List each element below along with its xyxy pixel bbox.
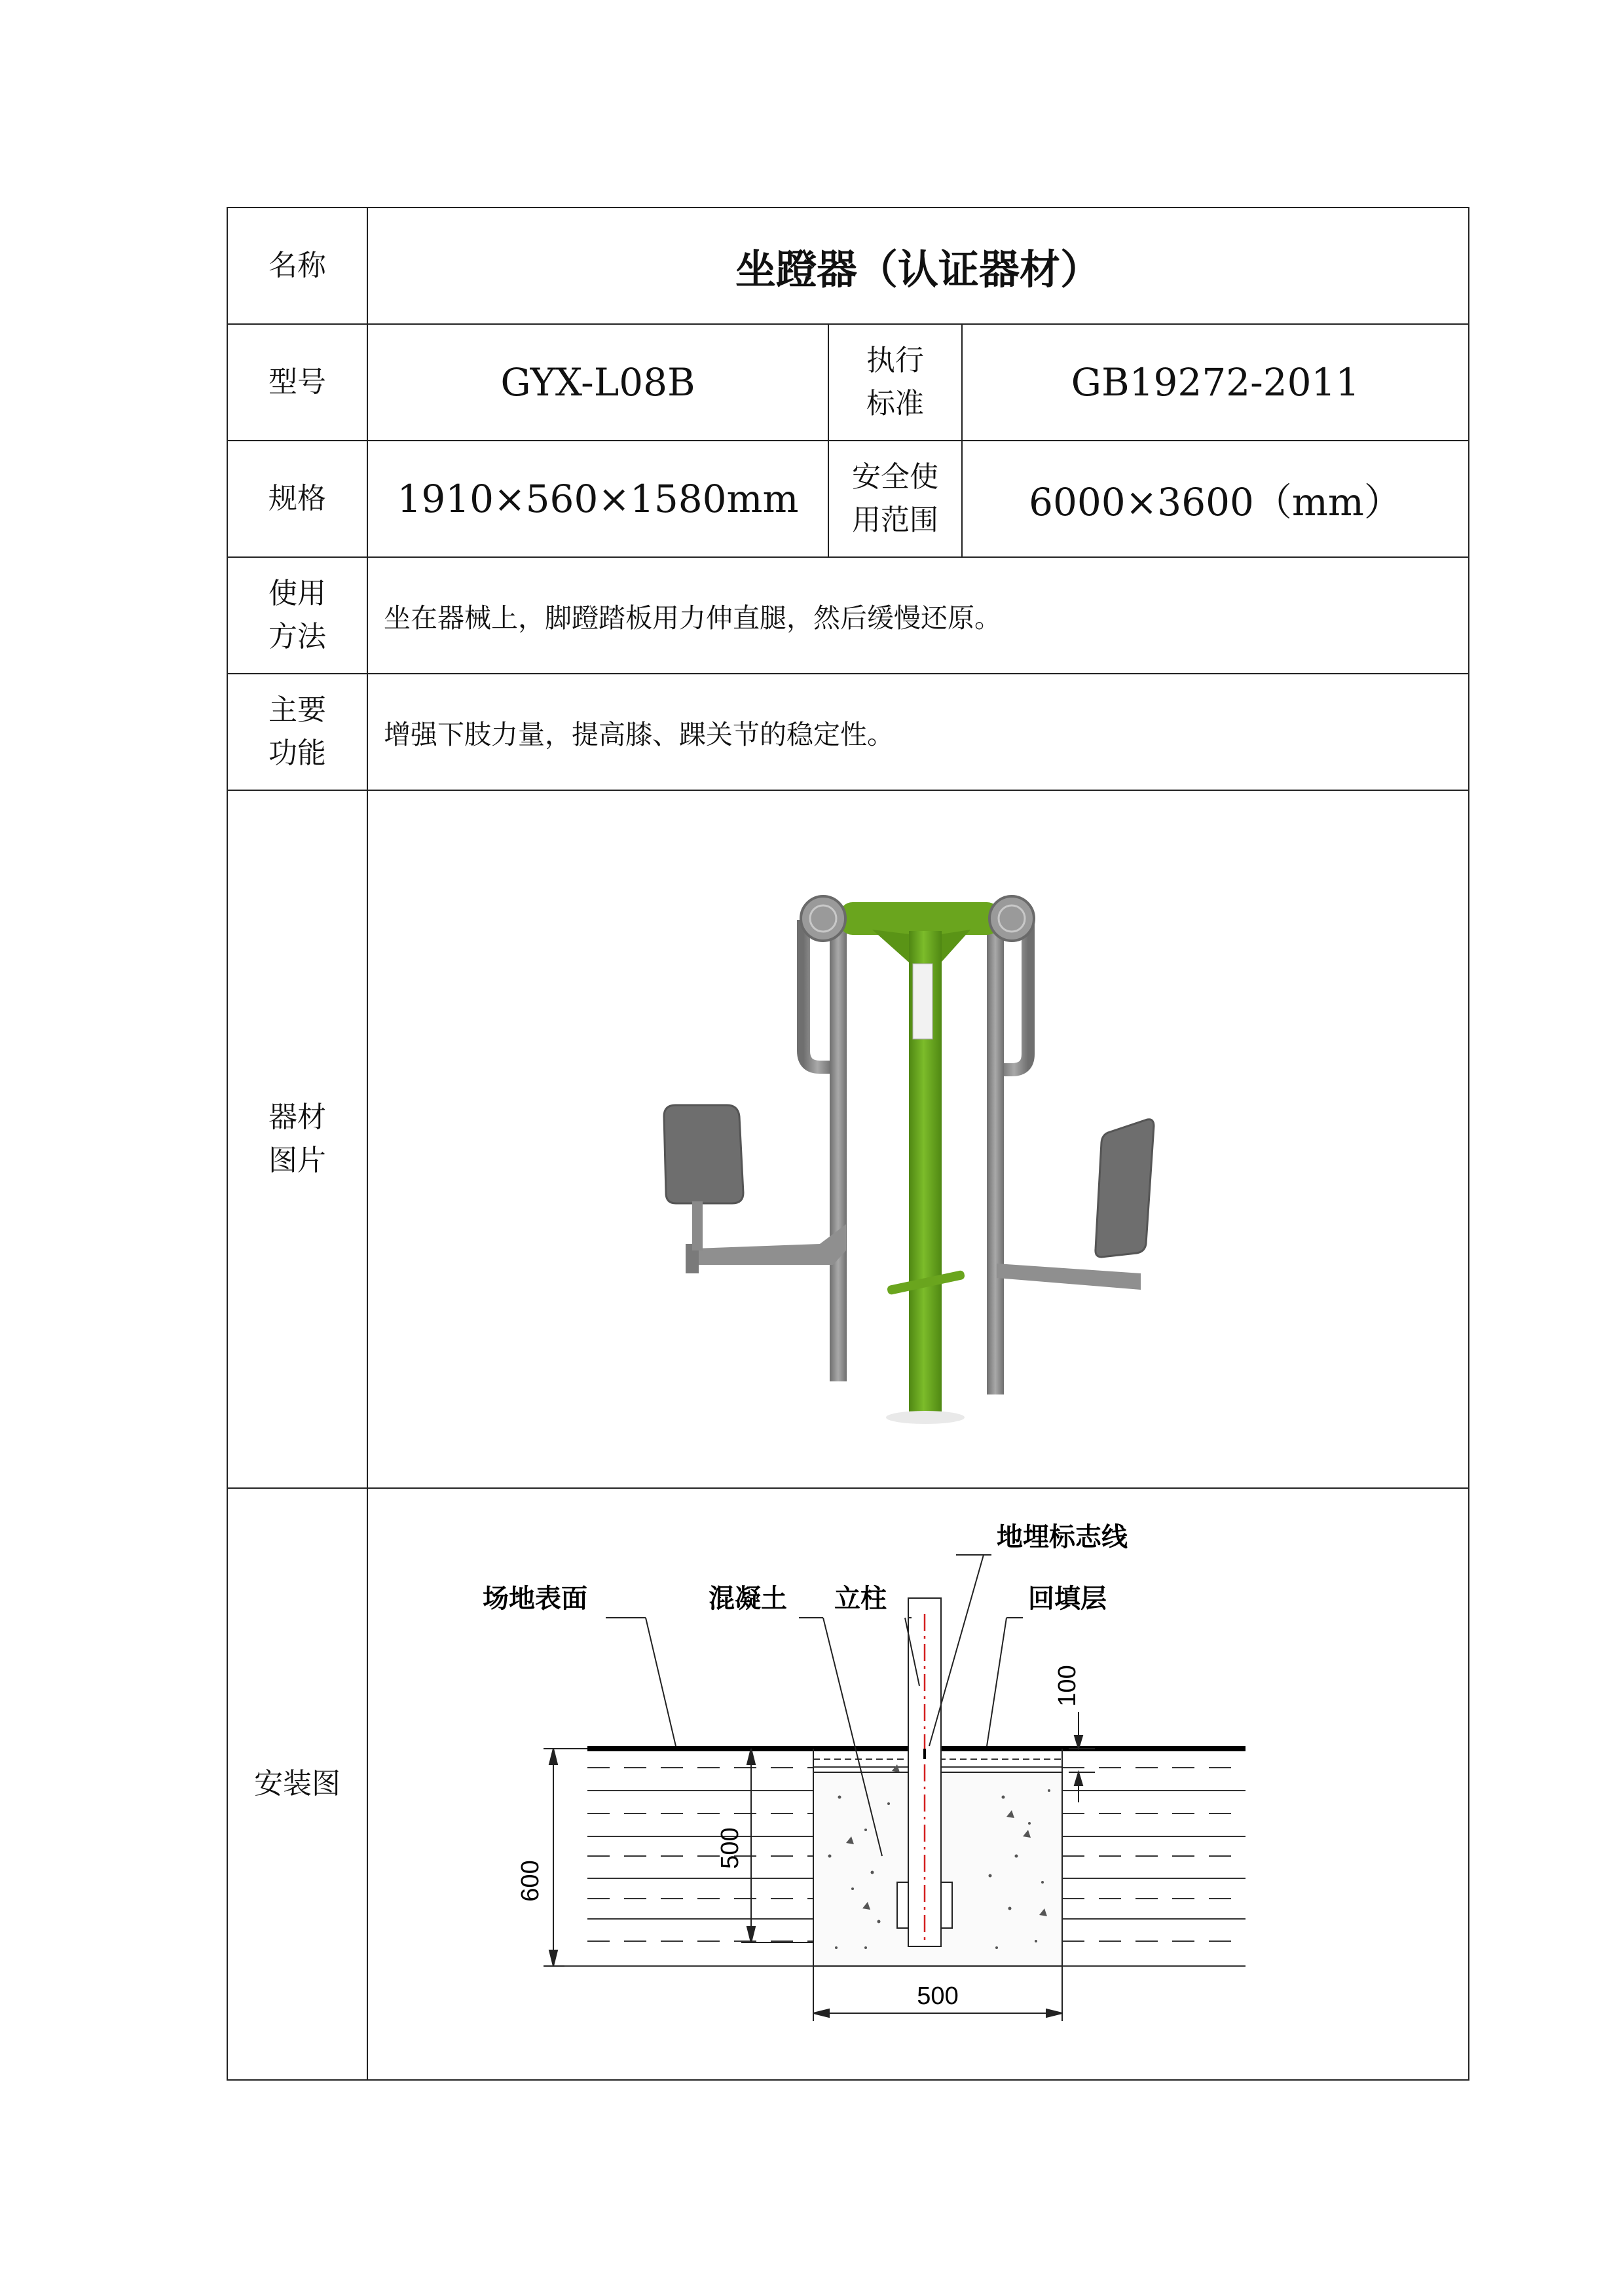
backfill-label: 回填层	[1028, 1584, 1107, 1613]
info-label	[913, 964, 932, 1039]
right-swing-arm	[987, 910, 1004, 1394]
usage-label: 使用 方法	[227, 557, 367, 674]
dim-100-label: 100	[1054, 1665, 1081, 1707]
dim-500-horizontal-label: 500	[917, 1982, 959, 2010]
picture-label: 器材 图片	[227, 790, 367, 1488]
equipment-picture-cell	[367, 790, 1469, 1488]
equipment-image	[368, 792, 1468, 1486]
name-label: 名称	[227, 208, 367, 324]
safe-range-value: 6000×3600（mm）	[962, 441, 1469, 557]
left-footrest-frame	[695, 1224, 846, 1265]
right-pivot-cap	[989, 896, 1034, 941]
left-pedal-plate	[664, 1105, 743, 1203]
standard-value: GB19272-2011	[962, 324, 1469, 441]
dim-600	[544, 1749, 587, 1966]
function-label: 主要 功能	[227, 674, 367, 790]
right-footrest-frame	[997, 1264, 1141, 1290]
dim-600-label: 600	[517, 1860, 544, 1902]
spec-table	[227, 207, 1469, 2081]
usage-value: 坐在器械上，脚蹬踏板用力伸直腿，然后缓慢还原。	[367, 557, 1469, 674]
standard-label: 执行 标准	[828, 324, 962, 441]
left-handle	[803, 920, 832, 1067]
spec-value: 1910×560×1580mm	[367, 441, 828, 557]
function-value: 增强下肢力量，提高膝、踝关节的稳定性。	[367, 674, 1469, 790]
column-label: 立柱	[834, 1584, 887, 1613]
spec-label: 规格	[227, 441, 367, 557]
left-pivot-cap	[801, 896, 845, 941]
left-plate-support	[692, 1201, 703, 1250]
post-shadow	[886, 1411, 965, 1424]
concrete-label: 混凝土	[709, 1584, 787, 1613]
dim-500-vertical	[741, 1749, 813, 1942]
model-label: 型号	[227, 324, 367, 441]
marker-line-label: 地埋标志线	[997, 1523, 1128, 1552]
right-pedal-plate	[1096, 1120, 1154, 1257]
product-name: 坐蹬器（认证器材）	[367, 208, 1469, 324]
top-crossbar	[840, 902, 1000, 935]
dim-500-vertical-label: 500	[716, 1827, 744, 1869]
ground-surface-label: 场地表面	[483, 1584, 587, 1613]
install-label: 安装图	[227, 1488, 367, 2080]
dim-100	[1069, 1712, 1095, 1802]
right-handle	[1000, 920, 1028, 1070]
left-brace	[872, 930, 915, 968]
left-swing-arm	[830, 910, 847, 1381]
install-diagram	[368, 1489, 1468, 2079]
install-diagram-cell	[367, 1488, 1469, 2080]
safe-range-label: 安全使 用范围	[828, 441, 962, 557]
model-value: GYX-L08B	[367, 324, 828, 441]
